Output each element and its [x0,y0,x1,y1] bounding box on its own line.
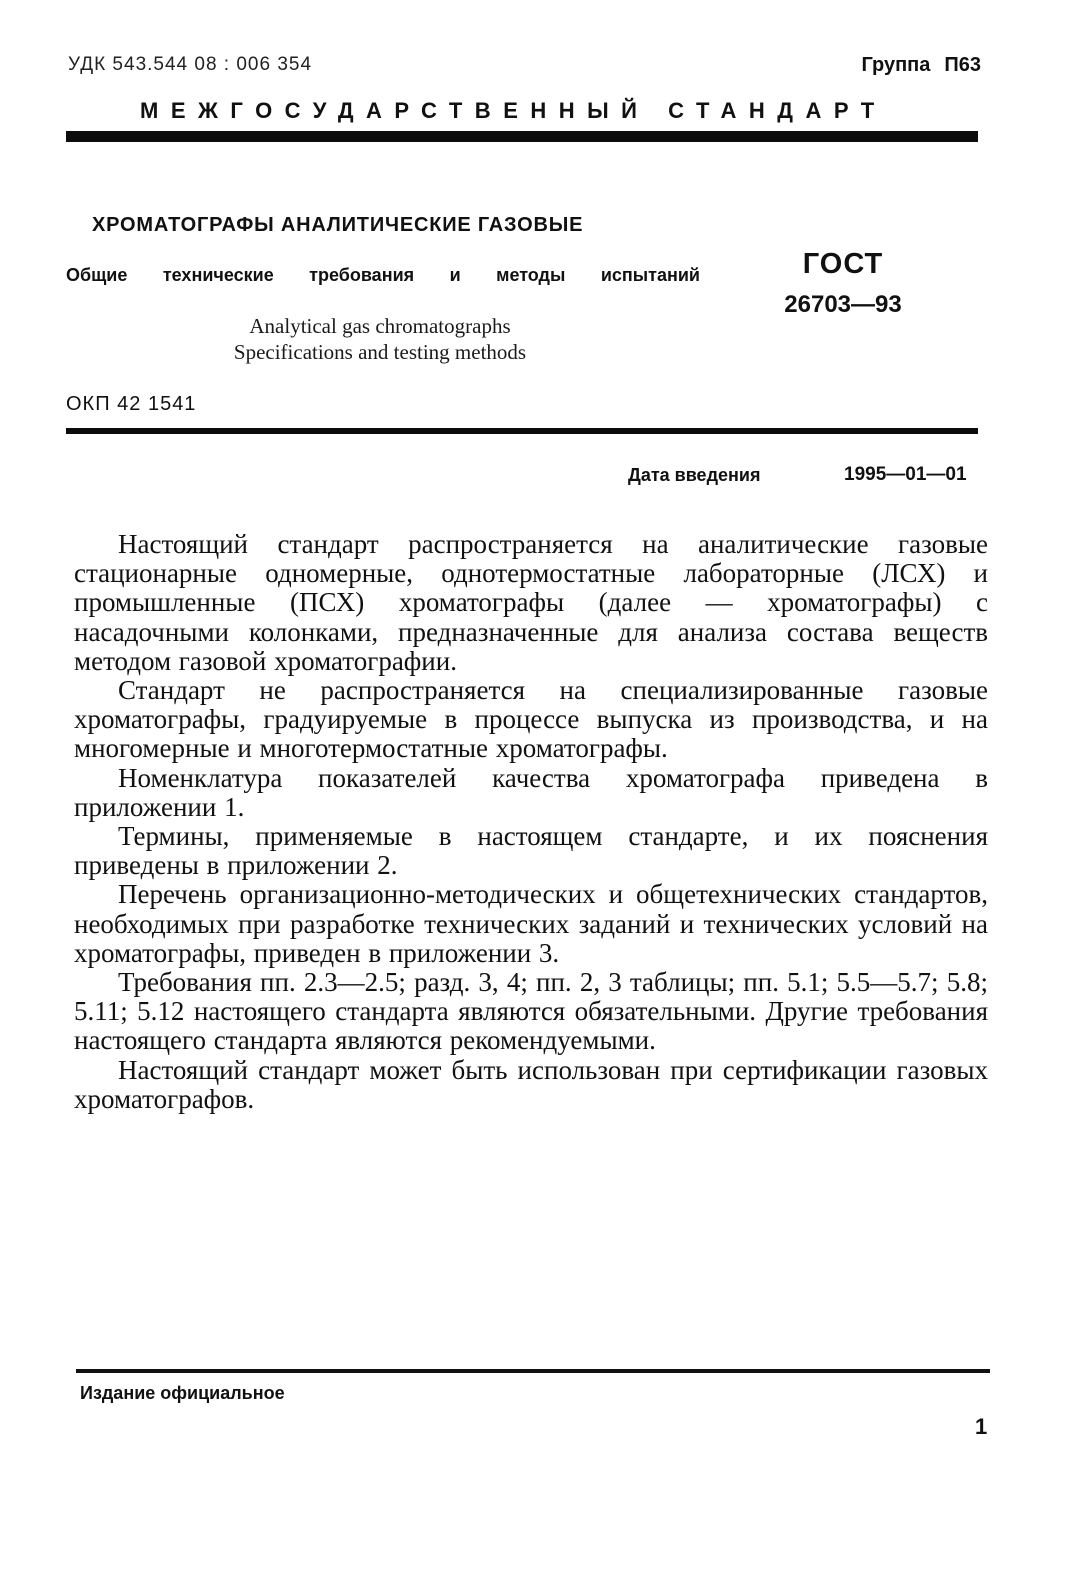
edition-note: Издание официальное [80,1383,285,1403]
document-title: ХРОМАТОГРАФЫ АНАЛИТИЧЕСКИЕ ГАЗОВЫЕ [92,214,584,236]
subtitle-word: технические [162,265,274,285]
gost-number: 26703—93 [784,291,902,318]
body-text [74,530,988,1114]
intro-date-label: Дата введения [628,465,761,485]
page-number: 1 [975,1414,988,1439]
udk-code: УДК 543.544 08 : 006 354 [68,54,313,75]
paragraph: Настоящий стандарт распространяется на аналитические газовые стационарные одномерные, однотермостатные лабораторные (ЛСХ) и промышленные (ПСХ) хроматографы (далее — хроматографы) с насадочными колонками, предназначенные для анализа состава веществ методом газовой хроматографии. [74,529,988,676]
subtitle-word: методы [496,265,566,285]
subtitle-word: требования [309,265,415,285]
english-title-line: Specifications and testing methods [233,340,527,364]
group-designation [861,54,981,77]
gost-label: ГОСТ [802,248,884,280]
paragraph: Требования пп. 2.3—2.5; разд. 3, 4; пп. 2, 3 таблицы; пп. 5.1; 5.5—5.7; 5.8; 5.11; 5.12 настоящего стандарта являются обязательными. Другие требования настоящего стандарта являются рекомендуемыми. [74,967,988,1056]
paragraph: Номенклатура показателей качества хроматографа приведена в приложении 1. [74,762,988,822]
document-subtitle [66,265,700,286]
gost-block [758,248,928,319]
english-title-line: Analytical gas chromatographs [249,314,511,338]
subtitle-word: Общие [66,265,128,285]
group-label: Группа [861,54,931,76]
top-divider [66,131,978,142]
subtitle-word: и [449,265,461,285]
okp-code: ОКП 42 1541 [66,393,197,415]
paragraph: Настоящий стандарт может быть использован при сертификации газовых хроматографов. [74,1054,988,1114]
interstate-standard-heading: МЕЖГОСУДАРСТВЕННЫЙ СТАНДАРТ [140,98,887,123]
paragraph: Перечень организационно-методических и общетехнических стандартов, необходимых при разработке технических заданий и технических условий на хроматографы, приведен в приложении 3. [74,879,988,968]
paragraph: Термины, применяемые в настоящем стандарте, и их пояснения приведены в приложении 2. [74,821,988,881]
group-code: П63 [944,54,981,76]
english-title [160,313,600,365]
middle-divider [66,428,978,434]
intro-date-value: 1995—01—01 [844,464,967,485]
paragraph: Стандарт не распространяется на специализированные газовые хроматографы, градуируемые в процессе выпуска из производства, и на многомерные и многотермостатные хроматографы. [74,675,988,764]
footer-divider [76,1369,990,1373]
subtitle-word: испытаний [600,265,700,285]
